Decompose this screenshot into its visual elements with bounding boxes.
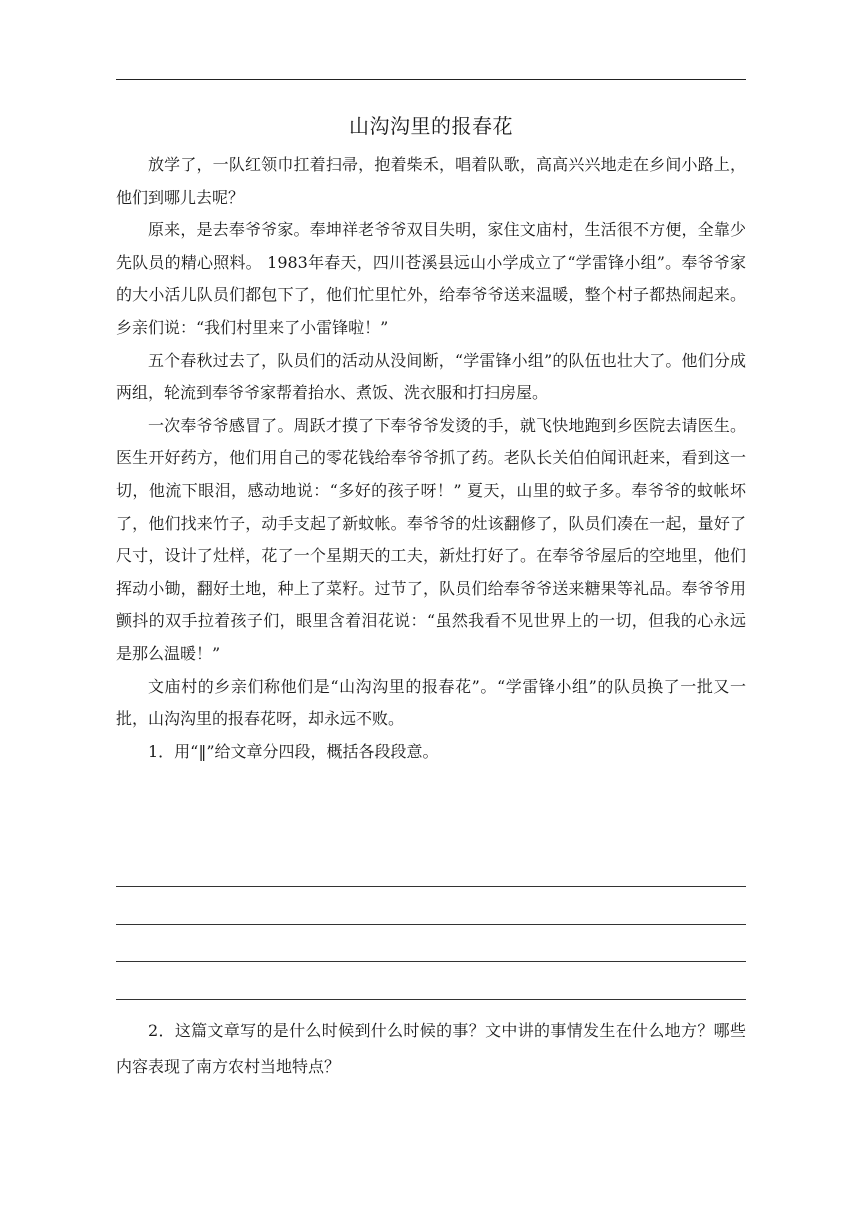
paragraph: 文庙村的乡亲们称他们是“山沟沟里的报春花”。“学雷锋小组”的队员换了一批又一批，山沟沟里的报春花呀，却永远不败。 bbox=[116, 676, 746, 729]
answer-line bbox=[116, 961, 746, 962]
header-rule bbox=[116, 79, 746, 80]
paragraph: 一次奉爷爷感冒了。周跃才摸了下奉爷爷发烫的手，就飞快地跑到乡医院去请医生。医生开好药方，他们用自己的零花钱给奉爷爷抓了药。老队长关伯伯闻讯赶来，看到这一切，他流下眼泪，感动地说：“多好的孩子呀！” 夏天，山里的蚊子多。奉爷爷的蚊帐坏了，他们找来竹子，动手支起了新蚊帐。奉爷爷的灶该翻修了，队员们凑在一起，量好了尺寸，设计了灶样，花了一个星期天的工夫，新灶打好了。在奉爷爷屋后的空地里，他们挥动小锄，翻好土地，种上了菜籽。过节了，队员们给奉爷爷送来糖果等礼品。奉爷爷用颤抖的双手拉着孩子们，眼里含着泪花说：“虽然我看不见世界上的一切，但我的心永远是那么温暖！” bbox=[116, 415, 746, 663]
article-title: 山沟沟里的报春花 bbox=[349, 114, 513, 138]
paragraph: 原来，是去奉爷爷家。奉坤祥老爷爷双目失明，家住文庙村，生活很不方便，全靠少先队员的精心照料。 1983年春天，四川苍溪县远山小学成立了“学雷锋小组”。奉爷爷家的大小活儿队员们都包下了，他们忙里忙外，给奉爷爷送来温暖，整个村子都热闹起来。乡亲们说：“我们村里来了小雷锋啦！” bbox=[116, 220, 746, 337]
answer-line bbox=[116, 999, 746, 1000]
paragraph: 放学了，一队红领巾扛着扫帚，抱着柴禾，唱着队歌，高高兴兴地走在乡间小路上，他们到哪儿去呢？ bbox=[116, 155, 746, 207]
article-body bbox=[116, 149, 746, 768]
question-2: 2．这篇文章写的是什么时候到什么时候的事？文中讲的事情发生在什么地方？哪些内容表现了南方农村当地特点？ bbox=[116, 1021, 746, 1076]
question-2-block bbox=[116, 1013, 746, 1085]
answer-line bbox=[116, 924, 746, 925]
question-1: 1．用“‖”给文章分四段，概括各段段意。 bbox=[148, 741, 439, 761]
answer-line bbox=[116, 886, 746, 887]
paragraph: 五个春秋过去了，队员们的活动从没间断，“学雷锋小组”的队伍也壮大了。他们分成两组，轮流到奉爷爷家帮着抬水、煮饭、洗衣服和打扫房屋。 bbox=[116, 350, 746, 403]
